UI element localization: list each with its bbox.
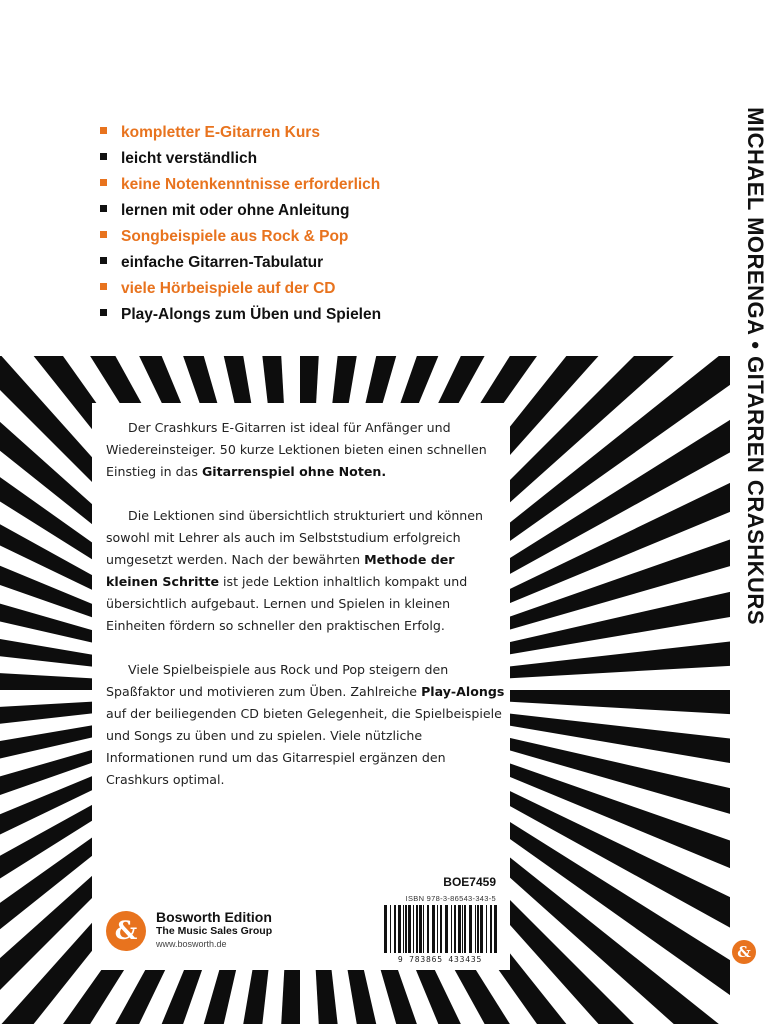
publisher-name: Bosworth Edition (156, 909, 272, 925)
highlight-text: Play-Alongs (421, 684, 505, 699)
barcode-bar (440, 905, 442, 953)
book-spine (730, 58, 770, 625)
publisher-info (156, 909, 272, 951)
barcode-bar (384, 905, 387, 953)
feature-text: keine Notenkenntnisse erforderlich (121, 176, 381, 193)
feature-text: lernen mit oder ohne Anleitung (121, 202, 350, 219)
feature-text: Play-Alongs zum Üben und Spielen (121, 306, 382, 323)
barcode-bar (462, 905, 463, 953)
paragraph-text: Der Crashkurs E-Gitarren ist ideal für Anfänger und Wiedereinsteiger. 50 kurze Lektionen bieten einen schnellen Einstieg in das (106, 420, 487, 479)
barcode-number: 9 783865 433435 (397, 955, 483, 964)
barcode-bar (423, 905, 424, 953)
barcode-bar (394, 905, 396, 953)
bullet-square-icon (100, 153, 107, 160)
description-paragraph (106, 417, 506, 483)
paragraph-text: ist jede Lektion inhaltlich kompakt und übersichtlich aufgebaut. Lernen und Spielen in kleinen Einheiten fördern so schneller den praktischen Erfolg. (106, 574, 468, 633)
description-text (106, 417, 506, 813)
barcode-bar (494, 905, 497, 953)
barcode-bar (454, 905, 456, 953)
barcode-bar (490, 905, 492, 953)
description-paragraph (106, 505, 506, 637)
barcode-bar (390, 905, 391, 953)
barcode-icon (382, 905, 498, 953)
barcode-bar (475, 905, 476, 953)
publisher-url: www.bosworth.de (156, 939, 227, 949)
bullet-square-icon (100, 309, 107, 316)
bullet-square-icon (100, 257, 107, 264)
publisher-group: The Music Sales Group (156, 925, 273, 937)
bullet-square-icon (100, 127, 107, 134)
bullet-square-icon (100, 283, 107, 290)
barcode-bar (398, 905, 401, 953)
feature-item (100, 224, 381, 250)
feature-item (100, 276, 381, 302)
barcode-bar (408, 905, 411, 953)
barcode-bar (432, 905, 435, 953)
bullet-square-icon (100, 205, 107, 212)
highlight-text: Methode der kleinen Schritte (106, 552, 455, 589)
feature-item (100, 172, 381, 198)
spine-logo-icon: & (732, 940, 756, 964)
barcode-bar (477, 905, 479, 953)
feature-text: leicht verständlich (121, 150, 258, 167)
barcode-bar (469, 905, 472, 953)
barcode-bar (437, 905, 438, 953)
barcode-bar (451, 905, 452, 953)
barcode-bar (419, 905, 422, 953)
feature-item (100, 250, 381, 276)
feature-text: einfache Gitarren-Tabulatur (121, 254, 324, 271)
feature-text: kompletter E-Gitarren Kurs (121, 124, 320, 141)
barcode-bar (403, 905, 404, 953)
feature-item (100, 198, 381, 224)
isbn-text: ISBN 978-3-86543-343-5 (405, 894, 496, 903)
barcode-bar (405, 905, 407, 953)
spine-title: MICHAEL MORENGA • GITARREN CRASHKURS (743, 107, 768, 625)
feature-item (100, 146, 381, 172)
feature-text: Songbeispiele aus Rock & Pop (121, 228, 349, 245)
barcode-bar (486, 905, 487, 953)
paragraph-text: Viele Spielbeispiele aus Rock und Pop steigern den Spaßfaktor und motivieren zum Üben. Zahlreiche (106, 662, 449, 699)
barcode-bar (464, 905, 466, 953)
barcode-bar (427, 905, 429, 953)
feature-text: viele Hörbeispiele auf der CD (121, 280, 336, 297)
paragraph-text: Die Lektionen sind übersichtlich strukturiert und können sowohl mit Lehrer als auch im Selbststudium erfolgreich umgesetzt werden. Nach der bewährten (106, 508, 484, 567)
feature-item (100, 302, 381, 328)
highlight-text: Gitarrenspiel ohne Noten. (201, 464, 387, 479)
barcode-bar (413, 905, 414, 953)
barcode-bar (445, 905, 448, 953)
bosworth-logo-icon: & (106, 911, 146, 951)
feature-item (100, 120, 381, 146)
feature-list (100, 120, 381, 328)
product-code: BOE7459 (443, 875, 496, 889)
bullet-square-icon (100, 179, 107, 186)
description-paragraph (106, 659, 506, 791)
barcode-bar (480, 905, 483, 953)
description-panel (92, 403, 510, 970)
barcode-bar (458, 905, 461, 953)
barcode-bar (416, 905, 418, 953)
bullet-square-icon (100, 231, 107, 238)
paragraph-text: auf der beiliegenden CD bieten Gelegenheit, die Spielbeispiele und Songs zu üben und zu spielen. Viele nützliche Informationen rund um das Gitarrespiel ergänzen den Crashkurs optimal. (106, 706, 502, 787)
